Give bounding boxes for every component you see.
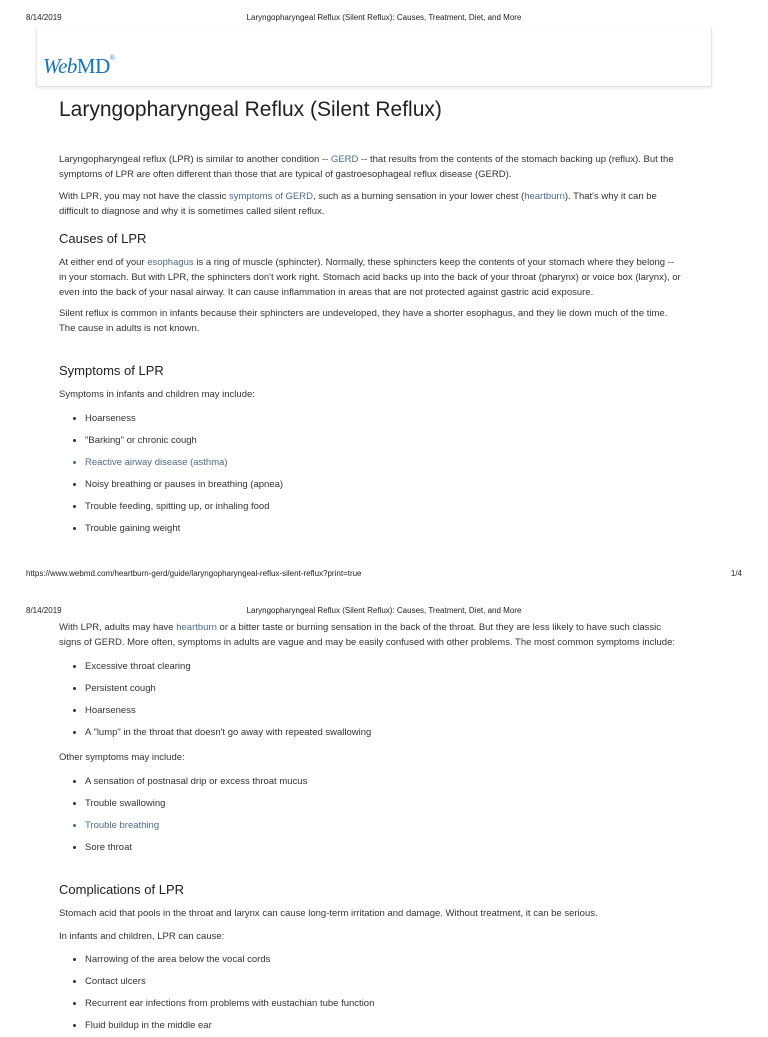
list-item: • Sore throat	[85, 837, 681, 859]
heartburn-link[interactable]: heartburn	[524, 191, 565, 202]
complications-paragraph-1: Stomach acid that pools in the throat and larynx can cause long-term irritation and damage. Without treatment, it can be serious.	[59, 908, 598, 919]
complications-paragraph-2: In infants and children, LPR can cause:	[59, 931, 225, 942]
heartburn-link[interactable]: heartburn	[176, 622, 217, 633]
list-item: • Contact ulcers	[85, 971, 681, 993]
symptoms-intro: Symptoms in infants and children may include:	[59, 389, 255, 400]
list-item: • Trouble feeding, spitting up, or inhaling food	[85, 496, 681, 518]
complications-heading: Complications of LPR	[59, 882, 184, 897]
symptoms-section	[59, 363, 681, 540]
causes-paragraph-2: Silent reflux is common in infants because their sphincters are undeveloped, they have a shorter esophagus, and they lie down much of the time. The cause in adults is not known.	[59, 308, 668, 334]
infant-symptoms-list	[59, 408, 681, 540]
list-item: • Recurrent ear infections from problems with eustachian tube function	[85, 993, 681, 1015]
list-item[interactable]: • Trouble breathing	[85, 815, 681, 837]
list-item: • Fluid buildup in the middle ear	[85, 1015, 681, 1037]
esophagus-link[interactable]: esophagus	[147, 257, 194, 268]
list-item: • A sensation of postnasal drip or excess throat mucus	[85, 771, 681, 793]
other-symptoms-intro: Other symptoms may include:	[59, 752, 185, 763]
print-url: https://www.webmd.com/heartburn-gerd/guide/laryngopharyngeal-reflux-silent-reflux?print=true	[26, 569, 362, 578]
list-item: • Narrowing of the area below the vocal cords	[85, 949, 681, 971]
intro-paragraph-2: With LPR, you may not have the classic symptoms of GERD, such as a burning sensation in your lower chest (heartburn). That's why it can be difficult to diagnose and why it is sometimes called silent reflux.	[59, 191, 657, 217]
complications-section	[59, 882, 681, 1037]
list-item: • Hoarseness	[85, 700, 681, 722]
symptoms-heading: Symptoms of LPR	[59, 363, 164, 378]
intro-paragraph-1: Laryngopharyngeal reflux (LPR) is similar to another condition -- GERD -- that results from the contents of the stomach backing up (reflux). But the symptoms of LPR are often different than those that are typical of gastroesophageal reflux disease (GERD).	[59, 154, 674, 180]
other-symptoms-list	[59, 771, 681, 859]
list-item: • Hoarseness	[85, 408, 681, 430]
list-item: • Noisy breathing or pauses in breathing (apnea)	[85, 474, 681, 496]
list-item: • Trouble swallowing	[85, 793, 681, 815]
webmd-logo[interactable]: WebMD®	[43, 54, 115, 78]
list-item: • "Barking" or chronic cough	[85, 430, 681, 452]
intro-section	[59, 152, 681, 219]
adult-symptoms-paragraph: With LPR, adults may have heartburn or a bitter taste or burning sensation in the back of the throat. But they are less likely to have such classic signs of GERD. More often, symptoms in adults are vague and may be easily confused with other problems. The most common symptoms include:	[59, 622, 676, 648]
list-item: • Excessive throat clearing	[85, 656, 681, 678]
article-title: Laryngopharyngeal Reflux (Silent Reflux)	[59, 98, 442, 121]
print-date: 8/14/2019	[26, 606, 62, 615]
list-item[interactable]: • Reactive airway disease (asthma)	[85, 452, 681, 474]
causes-section	[59, 231, 681, 336]
print-doc-title: Laryngopharyngeal Reflux (Silent Reflux): Causes, Treatment, Diet, and More	[246, 606, 522, 615]
causes-paragraph-1: At either end of your esophagus is a ring of muscle (sphincter). Normally, these sphincters keep the contents of your stomach where they belong -- in your stomach. But with LPR, the sphincters don't work right. Stomach acid backs up into the back of your throat (pharynx) or voice box (larynx), or even into the back of your nasal airway. It can cause inflammation in areas that are not protected against gastric acid exposure.	[59, 257, 681, 298]
article-title-block	[59, 98, 681, 122]
gerd-link[interactable]: GERD	[330, 154, 359, 165]
list-item: • Trouble gaining weight	[85, 518, 681, 540]
site-header	[36, 28, 712, 87]
print-date: 8/14/2019	[26, 13, 62, 22]
symptoms-of-gerd-link[interactable]: symptoms of GERD	[229, 191, 313, 202]
page-number: 1/4	[730, 569, 742, 578]
adult-symptoms-list	[59, 656, 681, 744]
causes-heading: Causes of LPR	[59, 231, 147, 246]
list-item: • Persistent cough	[85, 678, 681, 700]
print-doc-title: Laryngopharyngeal Reflux (Silent Reflux): Causes, Treatment, Diet, and More	[246, 13, 522, 22]
adult-symptoms-section	[59, 620, 681, 859]
list-item: • A "lump" in the throat that doesn't go away with repeated swallowing	[85, 722, 681, 744]
